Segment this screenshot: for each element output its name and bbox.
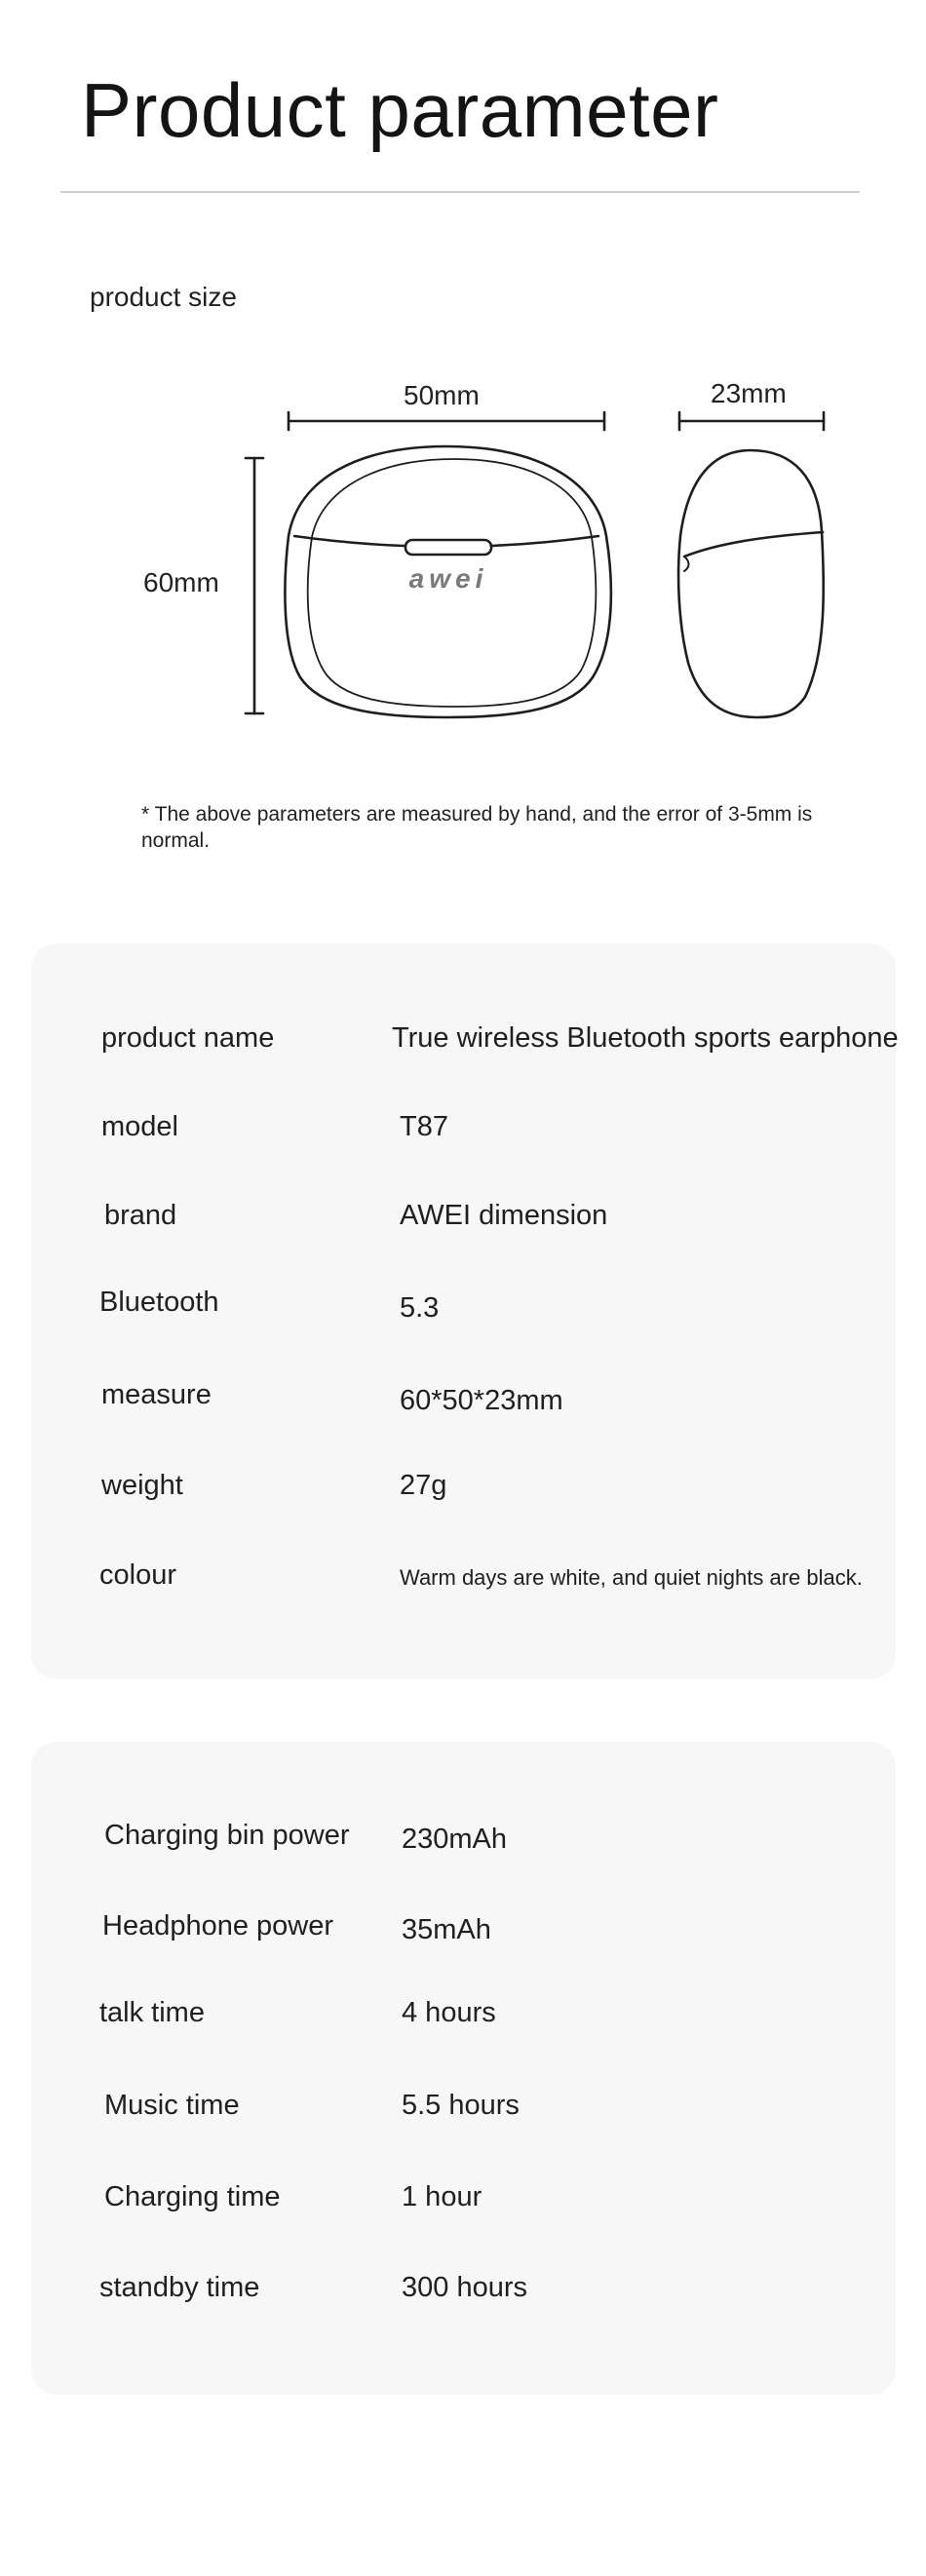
battery-key: Music time bbox=[104, 2090, 240, 2121]
page-title: Product parameter bbox=[81, 67, 719, 153]
battery-key: Charging time bbox=[104, 2181, 281, 2212]
battery-value: 4 hours bbox=[402, 1997, 496, 2028]
spec-value: True wireless Bluetooth sports earphone bbox=[392, 1022, 899, 1054]
spec-row-colour bbox=[31, 1552, 896, 1600]
battery-value: 35mAh bbox=[402, 1914, 491, 1945]
spec-row-brand bbox=[31, 1192, 896, 1241]
spec-key: product name bbox=[101, 1022, 275, 1054]
spec-key: Bluetooth bbox=[99, 1287, 219, 1318]
spec-row-measure bbox=[31, 1371, 896, 1420]
spec-value: 60*50*23mm bbox=[400, 1385, 563, 1416]
spec-key: colour bbox=[99, 1559, 176, 1591]
battery-key: standby time bbox=[99, 2272, 260, 2303]
case-side-outline bbox=[678, 450, 824, 717]
spec-row-bluetooth bbox=[31, 1279, 896, 1327]
battery-key: Headphone power bbox=[102, 1910, 334, 1942]
spec-value: 27g bbox=[400, 1470, 447, 1501]
battery-value: 1 hour bbox=[402, 2181, 482, 2212]
earphone-case-drawing bbox=[0, 361, 926, 750]
battery-value: 300 hours bbox=[402, 2272, 527, 2303]
spec-value: T87 bbox=[400, 1111, 448, 1142]
product-size-label: product size bbox=[90, 282, 237, 312]
battery-row-music-time bbox=[31, 2082, 896, 2131]
battery-card bbox=[31, 1742, 896, 2395]
battery-row-talk-time bbox=[31, 1989, 896, 2038]
battery-key: talk time bbox=[99, 1997, 205, 2028]
spec-key: measure bbox=[101, 1379, 212, 1410]
width-label: 50mm bbox=[404, 380, 480, 410]
battery-value: 5.5 hours bbox=[402, 2090, 520, 2121]
spec-key: brand bbox=[104, 1200, 177, 1231]
height-label: 60mm bbox=[143, 567, 219, 597]
spec-value: AWEI dimension bbox=[400, 1200, 608, 1231]
spec-row-product-name bbox=[31, 1015, 899, 1063]
depth-label: 23mm bbox=[711, 378, 787, 408]
case-button bbox=[405, 540, 491, 555]
spec-row-weight bbox=[31, 1462, 896, 1511]
spec-row-model bbox=[31, 1103, 896, 1152]
size-diagram bbox=[0, 361, 926, 750]
battery-row-charging-bin-power bbox=[31, 1812, 896, 1861]
case-side-seam bbox=[684, 532, 823, 557]
battery-row-headphone-power bbox=[31, 1903, 896, 1951]
battery-key: Charging bin power bbox=[104, 1820, 350, 1851]
title-divider bbox=[60, 191, 860, 193]
spec-key: model bbox=[101, 1111, 178, 1142]
awei-logo: awei bbox=[408, 563, 488, 594]
measurement-note: * The above parameters are measured by hand, and the error of 3-5mm is normal. bbox=[141, 803, 813, 852]
spec-value: Warm days are white, and quiet nights are black. bbox=[400, 1565, 863, 1590]
spec-card bbox=[31, 943, 899, 1679]
battery-row-charging-time bbox=[31, 2173, 896, 2222]
spec-key: weight bbox=[101, 1470, 183, 1501]
battery-value: 230mAh bbox=[402, 1824, 508, 1855]
battery-row-standby-time bbox=[31, 2264, 896, 2313]
spec-value: 5.3 bbox=[400, 1292, 440, 1324]
